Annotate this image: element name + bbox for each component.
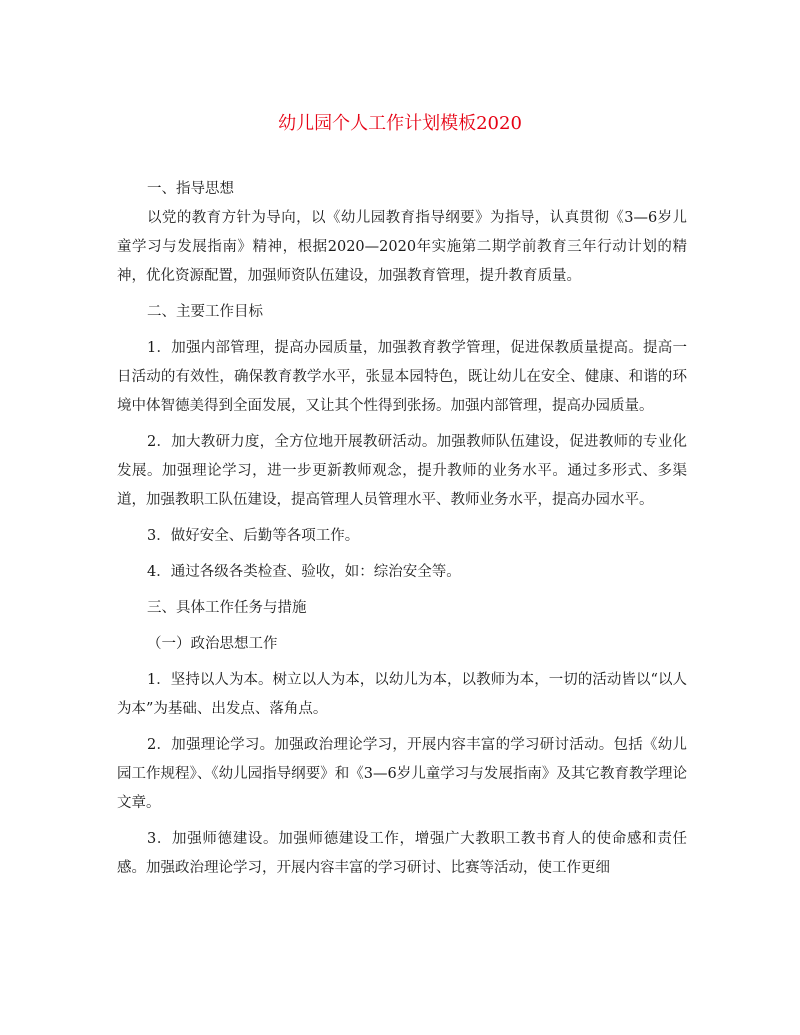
paragraph-measure-2: 2．加强理论学习。加强政治理论学习，开展内容丰富的学习研讨活动。包括《幼儿园工作规程》、《幼儿园指导纲要》和《3—6岁儿童学习与发展指南》及其它教育教学理论文章。 — [117, 737, 687, 811]
document-title: 幼儿园个人工作计划模板2020 — [278, 113, 522, 134]
paragraph-measure-3: 3．加强师德建设。加强师德建设工作，增强广大教职工教书育人的使命感和责任感。加强政治理论学习，开展内容丰富的学习研讨、比赛等活动，使工作更细 — [117, 831, 687, 876]
document-body — [117, 175, 687, 883]
paragraph-measure-1: 1．坚持以人为本。树立以人为本，以幼儿为本，以教师为本，一切的活动皆以“以人为本”为基础、出发点、落角点。 — [117, 672, 687, 717]
paragraph-goal-2: 2．加大教研力度，全方位地开展教研活动。加强教师队伍建设，促进教师的专业化发展。加强理论学习，进一步更新教师观念，提升教师的业务水平。通过多形式、多渠道，加强教职工队伍建设，提高管理人员管理水平、教师业务水平，提高办园水平。 — [117, 434, 687, 508]
section-heading-tasks-measures: 三、具体工作任务与措施 — [147, 600, 307, 616]
paragraph-goal-1: 1．加强内部管理，提高办园质量，加强教育教学管理，促进保教质量提高。提高一日活动的有效性，确保教育教学水平，张显本园特色，既让幼儿在安全、健康、和谐的环境中体智德美得到全面发展，又让其个性得到张扬。加强内部管理，提高办园质量。 — [117, 340, 687, 414]
section-heading-main-goals: 二、主要工作目标 — [147, 304, 263, 320]
section-heading-guiding-ideology: 一、指导思想 — [147, 181, 234, 197]
paragraph-goal-3: 3．做好安全、后勤等各项工作。 — [147, 528, 360, 544]
subsection-heading-political-work: （一）政治思想工作 — [147, 636, 278, 652]
paragraph-guiding-ideology: 以党的教育方针为导向，以《幼儿园教育指导纲要》为指导，认真贯彻《3—6岁儿童学习与发展指南》精神，根据2020—2020年实施第二期学前教育三年行动计划的精神，优化资源配置，加强师资队伍建设，加强教育管理，提升教育质量。 — [117, 210, 687, 284]
paragraph-goal-4: 4．通过各级各类检查、验收，如：综治安全等。 — [147, 564, 461, 580]
